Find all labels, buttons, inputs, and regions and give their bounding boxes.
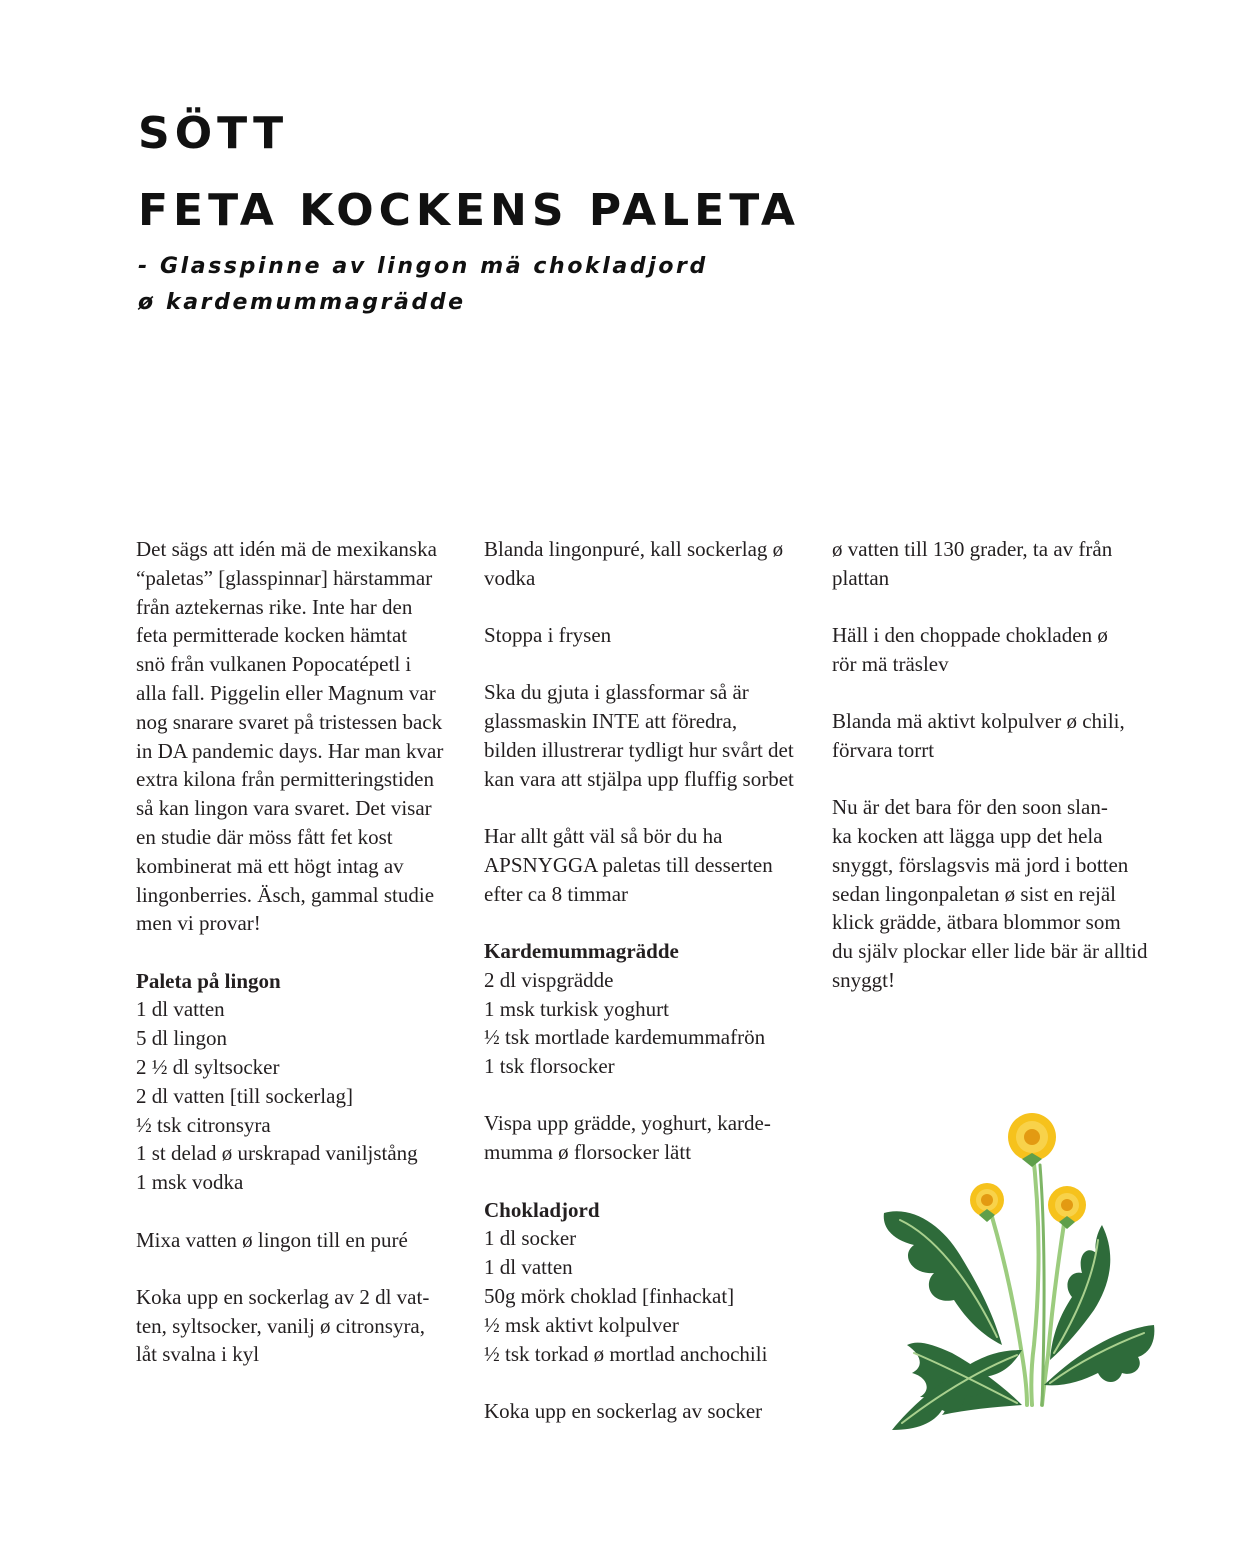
text-line: sedan lingonpaletan ø sist en rejäl [832, 881, 1117, 906]
text-line: vodka [484, 565, 536, 590]
text-line: in DA pandemic days. Har man kvar [136, 738, 444, 763]
text-line: Ska du gjuta i glassformar så är [484, 680, 749, 705]
text-line: nog snarare svaret på tristessen back [136, 709, 443, 734]
text-line: lingonberries. Äsch, gammal studie [136, 882, 435, 907]
subtitle-line: - Glasspinne av lingon mä chokladjord [138, 254, 708, 279]
paleta-heading: Paleta på lingon [136, 968, 281, 993]
flower-heads [970, 1113, 1086, 1224]
text-line: förvara torrt [832, 737, 935, 762]
instruction-step [832, 535, 1162, 593]
text-line: alla fall. Piggelin eller Magnum var [136, 680, 436, 705]
text-line: snyggt! [832, 968, 895, 993]
chokladjord-ingredient-list [484, 1224, 814, 1368]
text-line: plattan [832, 565, 890, 590]
ingredient-item: 1 tsk florsocker [484, 1054, 615, 1079]
ingredient-item: 2 ½ dl syltsocker [136, 1055, 280, 1080]
text-line: Vispa upp grädde, yoghurt, karde- [484, 1111, 771, 1136]
text-line: Blanda lingonpuré, kall sockerlag ø [484, 537, 784, 561]
leaves [884, 1211, 1155, 1430]
recipe-header [138, 108, 800, 321]
text-line: klick grädde, ätbara blommor som [832, 910, 1121, 935]
text-line: kan vara att stjälpa upp fluffig sorbet [484, 766, 794, 791]
subtitle-line: ø kardemummagrädde [138, 290, 466, 315]
text-column-2 [484, 535, 814, 1426]
text-line: glassmaskin INTE att föredra, [484, 709, 738, 734]
text-line: mumma ø florsocker lätt [484, 1140, 692, 1165]
text-line: Blanda mä aktivt kolpulver ø chili, [832, 709, 1125, 734]
instruction-step: Stoppa i frysen [484, 623, 612, 648]
text-line: ten, syltsocker, vanilj ø citronsyra, [136, 1313, 426, 1338]
text-line: extra kilona från permitteringstiden [136, 767, 434, 792]
text-line: en studie där möss fått fet kost [136, 824, 393, 849]
ingredient-item: ½ tsk citronsyra [136, 1112, 271, 1137]
dandelion-illustration [872, 1105, 1162, 1435]
kardemumma-ingredient-list [484, 966, 814, 1081]
instruction-step [484, 1109, 814, 1167]
section-title: SÖTT [138, 108, 289, 159]
instruction-step [832, 707, 1162, 765]
text-column-1 [136, 535, 466, 1369]
text-line: Koka upp en sockerlag av 2 dl vat- [136, 1284, 430, 1309]
text-line: från aztekernas rike. Inte har den [136, 594, 413, 619]
intro-paragraph [136, 535, 466, 938]
instruction-step [136, 1283, 466, 1369]
text-line: ka kocken att lägga upp det hela [832, 824, 1103, 849]
paleta-ingredient-list [136, 995, 466, 1197]
text-line: du själv plockar eller lide bär är alltid [832, 939, 1148, 964]
text-line: snö från vulkanen Popocatépetl i [136, 652, 412, 677]
instruction-step [484, 535, 814, 593]
instruction-step [484, 822, 814, 908]
ingredient-item: ½ tsk torkad ø mortlad anchochili [484, 1341, 768, 1366]
instruction-step: Mixa vatten ø lingon till en puré [136, 1227, 408, 1252]
ingredient-item: 1 dl vatten [484, 1255, 573, 1280]
text-line: snyggt, förslagsvis mä jord i botten [832, 852, 1129, 877]
ingredient-item: 1 msk turkisk yoghurt [484, 996, 669, 1021]
text-line: Nu är det bara för den soon slan- [832, 795, 1108, 820]
text-line: Har allt gått väl så bör du ha [484, 824, 723, 849]
ingredient-item: 1 st delad ø urskrapad vaniljstång [136, 1141, 418, 1166]
text-line: “paletas” [glasspinnar] härstammar [136, 565, 433, 590]
chokladjord-heading: Chokladjord [484, 1197, 600, 1222]
text-line: låt svalna i kyl [136, 1342, 260, 1367]
ingredient-item: 1 msk vodka [136, 1170, 244, 1195]
ingredient-item: 1 dl vatten [136, 997, 225, 1022]
text-line: bilden illustrerar tydligt hur svårt det [484, 737, 794, 762]
text-line: feta permitterade kocken hämtat [136, 623, 408, 648]
text-line: efter ca 8 timmar [484, 881, 629, 906]
text-line: Det sägs att idén mä de mexikanska [136, 537, 437, 561]
instruction-step: Koka upp en sockerlag av socker [484, 1398, 763, 1423]
ingredient-item: 50g mörk choklad [finhackat] [484, 1283, 735, 1308]
ingredient-item: ½ msk aktivt kolpulver [484, 1312, 679, 1337]
text-line: APSNYGGA paletas till desserten [484, 852, 773, 877]
text-line: rör mä träslev [832, 651, 949, 676]
text-line: kombinerat mä ett högt intag av [136, 853, 404, 878]
instruction-step [484, 678, 814, 793]
text-line: ø vatten till 130 grader, ta av från [832, 537, 1113, 561]
text-line: så kan lingon vara svaret. Det visar [136, 796, 432, 821]
ingredient-item: 2 dl vatten [till sockerlag] [136, 1083, 353, 1108]
ingredient-item: 5 dl lingon [136, 1026, 228, 1051]
text-line: Häll i den choppade chokladen ø [832, 623, 1108, 648]
instruction-step [832, 621, 1162, 679]
ingredient-item: 1 dl socker [484, 1226, 577, 1251]
text-column-3 [832, 535, 1162, 995]
ingredient-item: 2 dl vispgrädde [484, 967, 614, 992]
text-line: men vi provar! [136, 911, 261, 936]
recipe-title: FETA KOCKENS PALETA [138, 185, 800, 236]
serving-paragraph [832, 793, 1162, 995]
kardemumma-heading: Kardemummagrädde [484, 938, 679, 963]
ingredient-item: ½ tsk mortlade kardemummafrön [484, 1025, 766, 1050]
recipe-subtitle [138, 249, 800, 321]
